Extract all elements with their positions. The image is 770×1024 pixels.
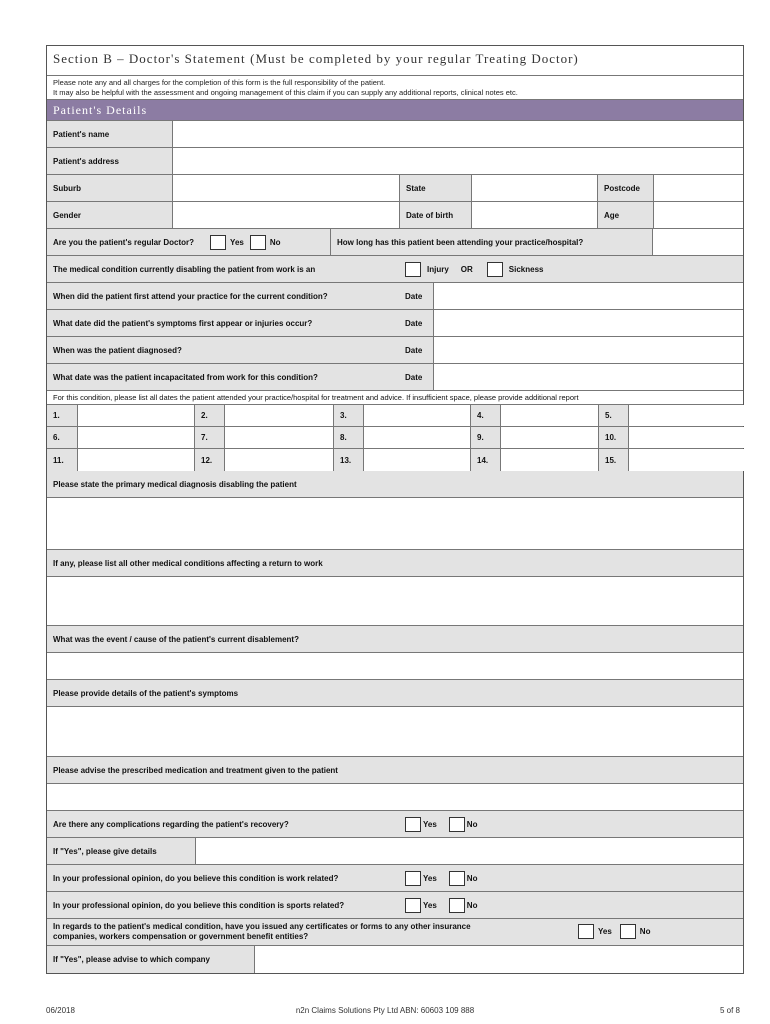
yes-label: Yes	[230, 237, 244, 247]
attendance-date-field[interactable]	[500, 449, 598, 471]
state-field[interactable]	[471, 175, 597, 201]
label-event-cause: What was the event / cause of the patient's current disablement?	[47, 626, 743, 652]
attendance-dates-row	[47, 449, 743, 471]
no-label: No	[466, 900, 478, 910]
label-other-conditions: If any, please list all other medical conditions affecting a return to work	[47, 550, 743, 576]
label-how-long: How long has this patient been attending your practice/hospital?	[330, 229, 652, 255]
row-symptoms-date	[47, 310, 743, 337]
row-suburb	[47, 175, 743, 202]
patient-address-field[interactable]	[172, 148, 743, 174]
yes-label: Yes	[423, 873, 437, 883]
work-related-yes-checkbox[interactable]	[405, 871, 421, 886]
section-header	[47, 46, 743, 76]
attendance-dates-row	[47, 427, 743, 449]
attendance-number: 7.	[194, 427, 224, 448]
label-date: Date	[399, 337, 433, 363]
row-other-conditions-label	[47, 550, 743, 577]
no-label: No	[639, 927, 651, 936]
charges-note	[47, 76, 743, 100]
complications-no-checkbox[interactable]	[449, 817, 465, 832]
attendance-date-field[interactable]	[363, 405, 470, 426]
injury-checkbox[interactable]	[405, 262, 421, 277]
yes-label: Yes	[423, 900, 437, 910]
other-conditions-field[interactable]	[47, 577, 743, 626]
suburb-field[interactable]	[172, 175, 399, 201]
attendance-number: 14.	[470, 449, 500, 471]
attendance-date-field[interactable]	[77, 449, 194, 471]
attendance-date-field[interactable]	[363, 427, 470, 448]
label-postcode: Postcode	[597, 175, 653, 201]
label-date: Date	[399, 283, 433, 309]
how-long-field[interactable]	[652, 229, 743, 255]
complications-details-field[interactable]	[195, 838, 743, 864]
doctors-statement-form	[46, 45, 744, 974]
label-patient-address: Patient's address	[47, 148, 172, 174]
attendance-date-field[interactable]	[77, 427, 194, 448]
label-dob: Date of birth	[399, 202, 471, 228]
work-related-no-checkbox[interactable]	[449, 871, 465, 886]
company-field[interactable]	[254, 946, 743, 973]
label-state: State	[399, 175, 471, 201]
attendance-date-field[interactable]	[224, 449, 333, 471]
label-certificates-line2: companies, workers compensation or government benefit entities?	[53, 932, 309, 941]
row-event-cause-label	[47, 626, 743, 653]
footer-company: n2n Claims Solutions Pty Ltd ABN: 60603 109 888	[295, 1006, 475, 1015]
sports-related-yes-checkbox[interactable]	[405, 898, 421, 913]
attendance-date-field[interactable]	[500, 405, 598, 426]
no-label: No	[466, 819, 478, 829]
attendance-number: 11.	[47, 449, 77, 471]
postcode-field[interactable]	[653, 175, 743, 201]
dob-field[interactable]	[471, 202, 597, 228]
attendance-date-field[interactable]	[628, 405, 745, 426]
row-gender	[47, 202, 743, 229]
primary-diagnosis-field[interactable]	[47, 498, 743, 550]
attendance-number: 2.	[194, 405, 224, 426]
attendance-date-field[interactable]	[224, 427, 333, 448]
label-complications: Are there any complications regarding the patient's recovery?	[53, 819, 289, 829]
label-gender: Gender	[47, 202, 172, 228]
attendance-number: 1.	[47, 405, 77, 426]
attendance-date-field[interactable]	[500, 427, 598, 448]
complications-yes-checkbox[interactable]	[405, 817, 421, 832]
attendance-number: 15.	[598, 449, 628, 471]
label-work-related: In your professional opinion, do you believe this condition is work related?	[53, 873, 339, 883]
attendance-number: 6.	[47, 427, 77, 448]
certificates-no-checkbox[interactable]	[620, 924, 636, 939]
note-line-2: It may also be helpful with the assessment and ongoing management of this claim if you can supply any additional reports, clinical notes etc.	[53, 88, 518, 97]
regular-doctor-yes-checkbox[interactable]	[210, 235, 226, 250]
row-patient-address	[47, 148, 743, 175]
label-age: Age	[597, 202, 653, 228]
age-field[interactable]	[653, 202, 743, 228]
label-symptoms-date: What date did the patient's symptoms first appear or injuries occur?	[47, 310, 399, 336]
label-condition: The medical condition currently disabling the patient from work is an	[53, 264, 316, 274]
label-medication: Please advise the prescribed medication and treatment given to the patient	[47, 757, 743, 783]
attendance-number: 13.	[333, 449, 363, 471]
label-sports-related: In your professional opinion, do you believe this condition is sports related?	[53, 900, 345, 910]
footer-page: 5 of 8	[719, 1006, 740, 1015]
row-condition-type	[47, 256, 743, 283]
attendance-date-field[interactable]	[224, 405, 333, 426]
attendance-date-field[interactable]	[363, 449, 470, 471]
section-subtitle: (Must be completed by your regular Treating Doctor)	[250, 51, 579, 66]
symptoms-details-field[interactable]	[47, 707, 743, 757]
label-symptoms-details: Please provide details of the patient's symptoms	[47, 680, 743, 706]
attendance-number: 9.	[470, 427, 500, 448]
label-suburb: Suburb	[47, 175, 172, 201]
or-label: OR	[460, 264, 473, 274]
row-sports-related	[47, 892, 743, 919]
diagnosed-date-field[interactable]	[433, 337, 743, 363]
sports-related-no-checkbox[interactable]	[449, 898, 465, 913]
note-line-1: Please note any and all charges for the completion of this form is the full responsibility of the patient.	[53, 78, 386, 87]
row-symptoms-details-label	[47, 680, 743, 707]
row-dates-note	[47, 391, 743, 405]
row-regular-doctor	[47, 229, 743, 256]
certificates-yes-checkbox[interactable]	[578, 924, 594, 939]
label-diagnosed: When was the patient diagnosed?	[47, 337, 399, 363]
patient-details-banner: Patient's Details	[47, 100, 743, 121]
row-work-related	[47, 865, 743, 892]
label-primary-diagnosis: Please state the primary medical diagnosis disabling the patient	[47, 471, 743, 497]
no-label: No	[466, 873, 478, 883]
event-cause-field[interactable]	[47, 653, 743, 680]
label-regular-doctor: Are you the patient's regular Doctor?	[53, 237, 195, 247]
footer-date: 06/2018	[46, 1006, 75, 1015]
attendance-number: 3.	[333, 405, 363, 426]
yes-label: Yes	[598, 927, 612, 936]
gender-field[interactable]	[172, 202, 399, 228]
row-incapacitated-date	[47, 364, 743, 391]
row-complications-details	[47, 838, 743, 865]
row-certificates	[47, 919, 743, 946]
attendance-date-field[interactable]	[77, 405, 194, 426]
attendance-date-field[interactable]	[628, 427, 745, 448]
row-company	[47, 946, 743, 973]
row-primary-diagnosis-label	[47, 471, 743, 498]
attendance-number: 4.	[470, 405, 500, 426]
attendance-dates-grid	[47, 405, 743, 471]
label-patient-name: Patient's name	[47, 121, 172, 147]
medication-field[interactable]	[47, 784, 743, 811]
label-date: Date	[399, 310, 433, 336]
label-date: Date	[399, 364, 433, 390]
attendance-number: 10.	[598, 427, 628, 448]
label-first-attend: When did the patient first attend your practice for the current condition?	[47, 283, 399, 309]
sickness-label: Sickness	[508, 264, 544, 274]
label-if-yes-details: If "Yes", please give details	[47, 838, 195, 864]
no-label: No	[269, 237, 281, 247]
label-incapacitated: What date was the patient incapacitated from work for this condition?	[47, 364, 399, 390]
dates-list-note: For this condition, please list all dates the patient attended your practice/hospital for treatment and advice. If insufficient space, please provide additional report	[53, 393, 579, 402]
row-complications	[47, 811, 743, 838]
regular-doctor-no-checkbox[interactable]	[250, 235, 266, 250]
attendance-number: 8.	[333, 427, 363, 448]
attendance-date-field[interactable]	[628, 449, 745, 471]
patient-name-field[interactable]	[172, 121, 743, 147]
row-diagnosed-date	[47, 337, 743, 364]
row-patient-name	[47, 121, 743, 148]
row-first-attend	[47, 283, 743, 310]
section-title: Section B – Doctor's Statement	[53, 51, 246, 66]
first-attend-date-field[interactable]	[433, 283, 743, 309]
yes-label: Yes	[423, 819, 437, 829]
label-if-yes-company: If "Yes", please advise to which company	[47, 946, 254, 973]
attendance-dates-row	[47, 405, 743, 427]
injury-label: Injury	[427, 264, 449, 274]
sickness-checkbox[interactable]	[487, 262, 503, 277]
symptoms-date-field[interactable]	[433, 310, 743, 336]
row-medication-label	[47, 757, 743, 784]
attendance-number: 5.	[598, 405, 628, 426]
incapacitated-date-field[interactable]	[433, 364, 743, 390]
label-certificates-line1: In regards to the patient's medical condition, have you issued any certificates or forms to any other insurance	[53, 922, 471, 931]
attendance-number: 12.	[194, 449, 224, 471]
